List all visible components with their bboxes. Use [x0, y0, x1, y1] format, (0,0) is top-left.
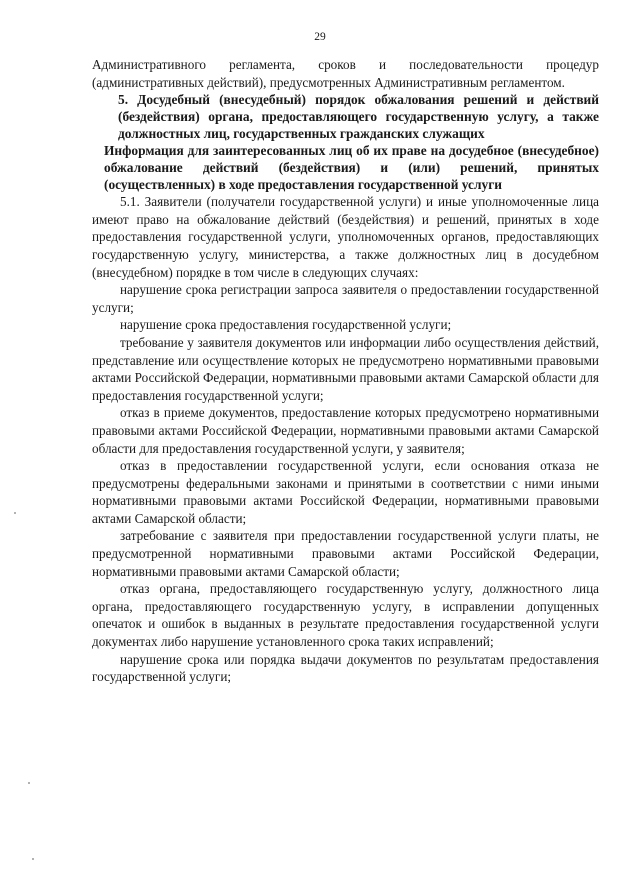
case-item: отказ в предоставлении государственной услуги, если основания отказа не предусмотрены федеральными законами и принятыми в соответствии с ними иными нормативными правовыми актами Российской Федерации, нормативными правовыми актами Самарской области; — [92, 458, 599, 526]
case-item: затребование с заявителя при предоставлении государственной услуги платы, не предусмотренной нормативными правовыми актами Российской Федерации, нормативными правовыми актами Самарской области; — [92, 528, 599, 579]
case-item: нарушение срока предоставления государственной услуги; — [120, 317, 452, 333]
case-item: нарушение срока или порядка выдачи документов по результатам предоставления государственной услуги; — [92, 651, 599, 685]
scan-speck — [14, 512, 16, 514]
case-item: отказ в приеме документов, предоставление которых предусмотрено нормативными правовыми актами Российской Федерации, нормативными правовыми актами Самарской области для предоставления государственной услуги, у заявителя; — [92, 405, 599, 456]
scan-speck — [32, 858, 34, 860]
scan-speck — [28, 782, 30, 784]
sub-heading: Информация для заинтересованных лиц об их праве на досудебное (внесудебное) обжалование действий (бездействия) и (или) решений, принятых (осуществленных) в ходе предоставления государственной услуги — [104, 143, 599, 193]
case-item: требование у заявителя документов или информации либо осуществления действий, представление или осуществление которых не предусмотрено нормативными правовыми актами Российской Федерации, нормативными правовыми актами Самарской области для предоставления государственной услуги; — [92, 334, 599, 403]
document-body — [92, 56, 599, 686]
lead-paragraph: 5.1. Заявители (получатели государственной услуги) и иные уполномоченные лица имеют право на обжалование действий (бездействия) и решений, принятых в ходе предоставления государственной услуги, уполномоченных органов, предоставляющих государственную услугу, министерства, а также должностных лиц в досудебном (внесудебном) порядке в том числе в следующих случаях: — [92, 194, 599, 280]
case-item: нарушение срока регистрации запроса заявителя о предоставлении государственной услуги; — [92, 282, 599, 315]
section-heading: 5. Досудебный (внесудебный) порядок обжалования решений и действий (бездействия) органа, предоставляющего государственную услугу, а также должностных лиц, государственных гражданских служащих — [118, 92, 599, 142]
case-item: отказ органа, предоставляющего государственную услугу, должностного лица органа, предоставляющего государственную услугу, в исправлении допущенных опечаток и ошибок в выданных в результате предоставления государственной услуги документах либо нарушение установленного срока таких исправлений; — [92, 581, 599, 650]
intro-paragraph: Административного регламента, сроков и последовательности процедур (административных действий), предусмотренных Административным регламентом. — [92, 57, 599, 90]
page-number: 29 — [314, 31, 326, 43]
